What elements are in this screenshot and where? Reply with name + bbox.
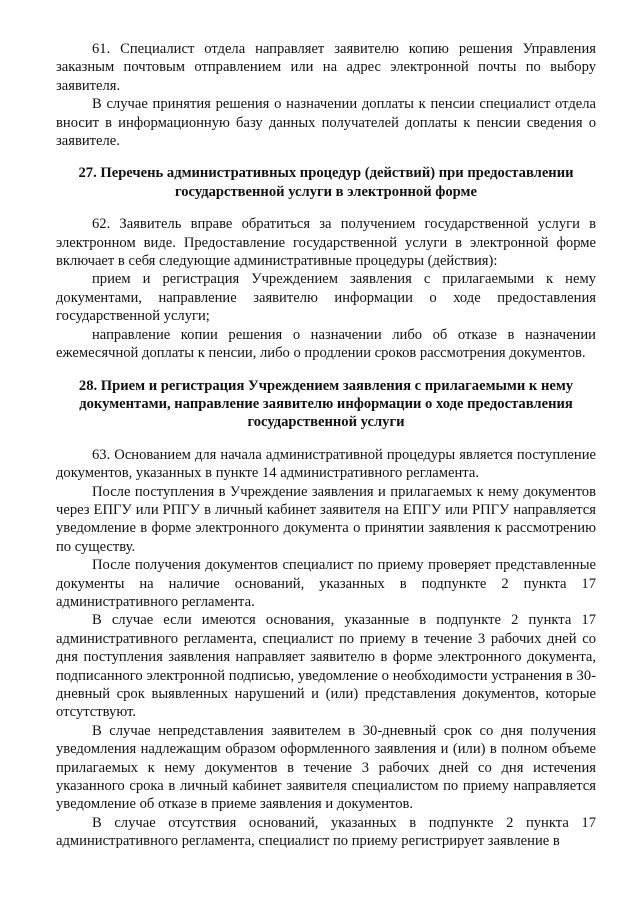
document-page xyxy=(56,40,596,851)
paragraph-61: 61. Специалист отдела направляет заявителю копию решения Управления заказным почтовым отправлением или на адрес электронной почты по выбору заявителя. xyxy=(56,41,596,94)
paragraph-61-cont: В случае принятия решения о назначении доплаты к пенсии специалист отдела вносит в информационную базу данных получателей доплаты к пенсии сведения о заявителе. xyxy=(56,96,596,150)
paragraph-62-item-2: направление копии решения о назначении либо об отказе в назначении ежемесячной доплаты к пенсии, либо о продлении сроков рассмотрения документов. xyxy=(56,326,596,362)
paragraph-63-f: В случае отсутствия оснований, указанных в подпункте 2 пункта 17 административного регламента, специалист по приему регистрирует заявление в xyxy=(56,814,596,850)
section-27-heading: 27. Перечень административных процедур (действий) при предоставлении государственной услуги в электронной форме xyxy=(78,165,574,200)
section-28-heading: 28. Прием и регистрация Учреждением заявления с прилагаемыми к нему документами, направление заявителю информации о ходе предоставления государственной услуги xyxy=(78,377,574,431)
paragraph-63-d: В случае если имеются основания, указанные в подпункте 2 пункта 17 административного регламента, специалист по приему в течение 3 рабочих дней со дня поступления заявления направляет заявителю в форме электронного документа, подписанного электронной подписью, уведомление о необходимости устранения в 30-дневный срок выявленных нарушений и (или) представления документов, которые отсутствуют. xyxy=(56,612,596,721)
paragraph-62-item-1: прием и регистрация Учреждением заявления с прилагаемыми к нему документами, направление заявителю информации о ходе предоставления государственной услуги; xyxy=(56,271,596,325)
paragraph-63-b: После поступления в Учреждение заявления и прилагаемых к нему документов через ЕПГУ или РПГУ в личный кабинет заявителя на ЕПГУ или РПГУ направляется уведомление в форме электронного документа о принятии заявления к рассмотрению по существу. xyxy=(56,483,596,555)
paragraph-63: 63. Основанием для начала административной процедуры является поступление документов, указанных в пункте 14 административного регламента. xyxy=(56,446,596,482)
paragraph-62: 62. Заявитель вправе обратиться за получением государственной услуги в электронном виде. Предоставление государственной услуги в электронной форме включает в себя следующие административные процедуры (действия): xyxy=(56,216,596,270)
paragraph-63-c: После получения документов специалист по приему проверяет представленные документы на наличие оснований, указанных в подпункте 2 пункта 17 административного регламента. xyxy=(56,557,596,610)
paragraph-63-e: В случае непредставления заявителем в 30-дневный срок со дня получения уведомления надлежащим образом оформленного заявления и (или) в полном объеме прилагаемых к нему документов в течение 3 рабочих дней со дня истечения указанного срока в личный кабинет заявителя специалистом по приему направляется уведомление об отказе в приеме заявления и документов. xyxy=(56,722,596,813)
